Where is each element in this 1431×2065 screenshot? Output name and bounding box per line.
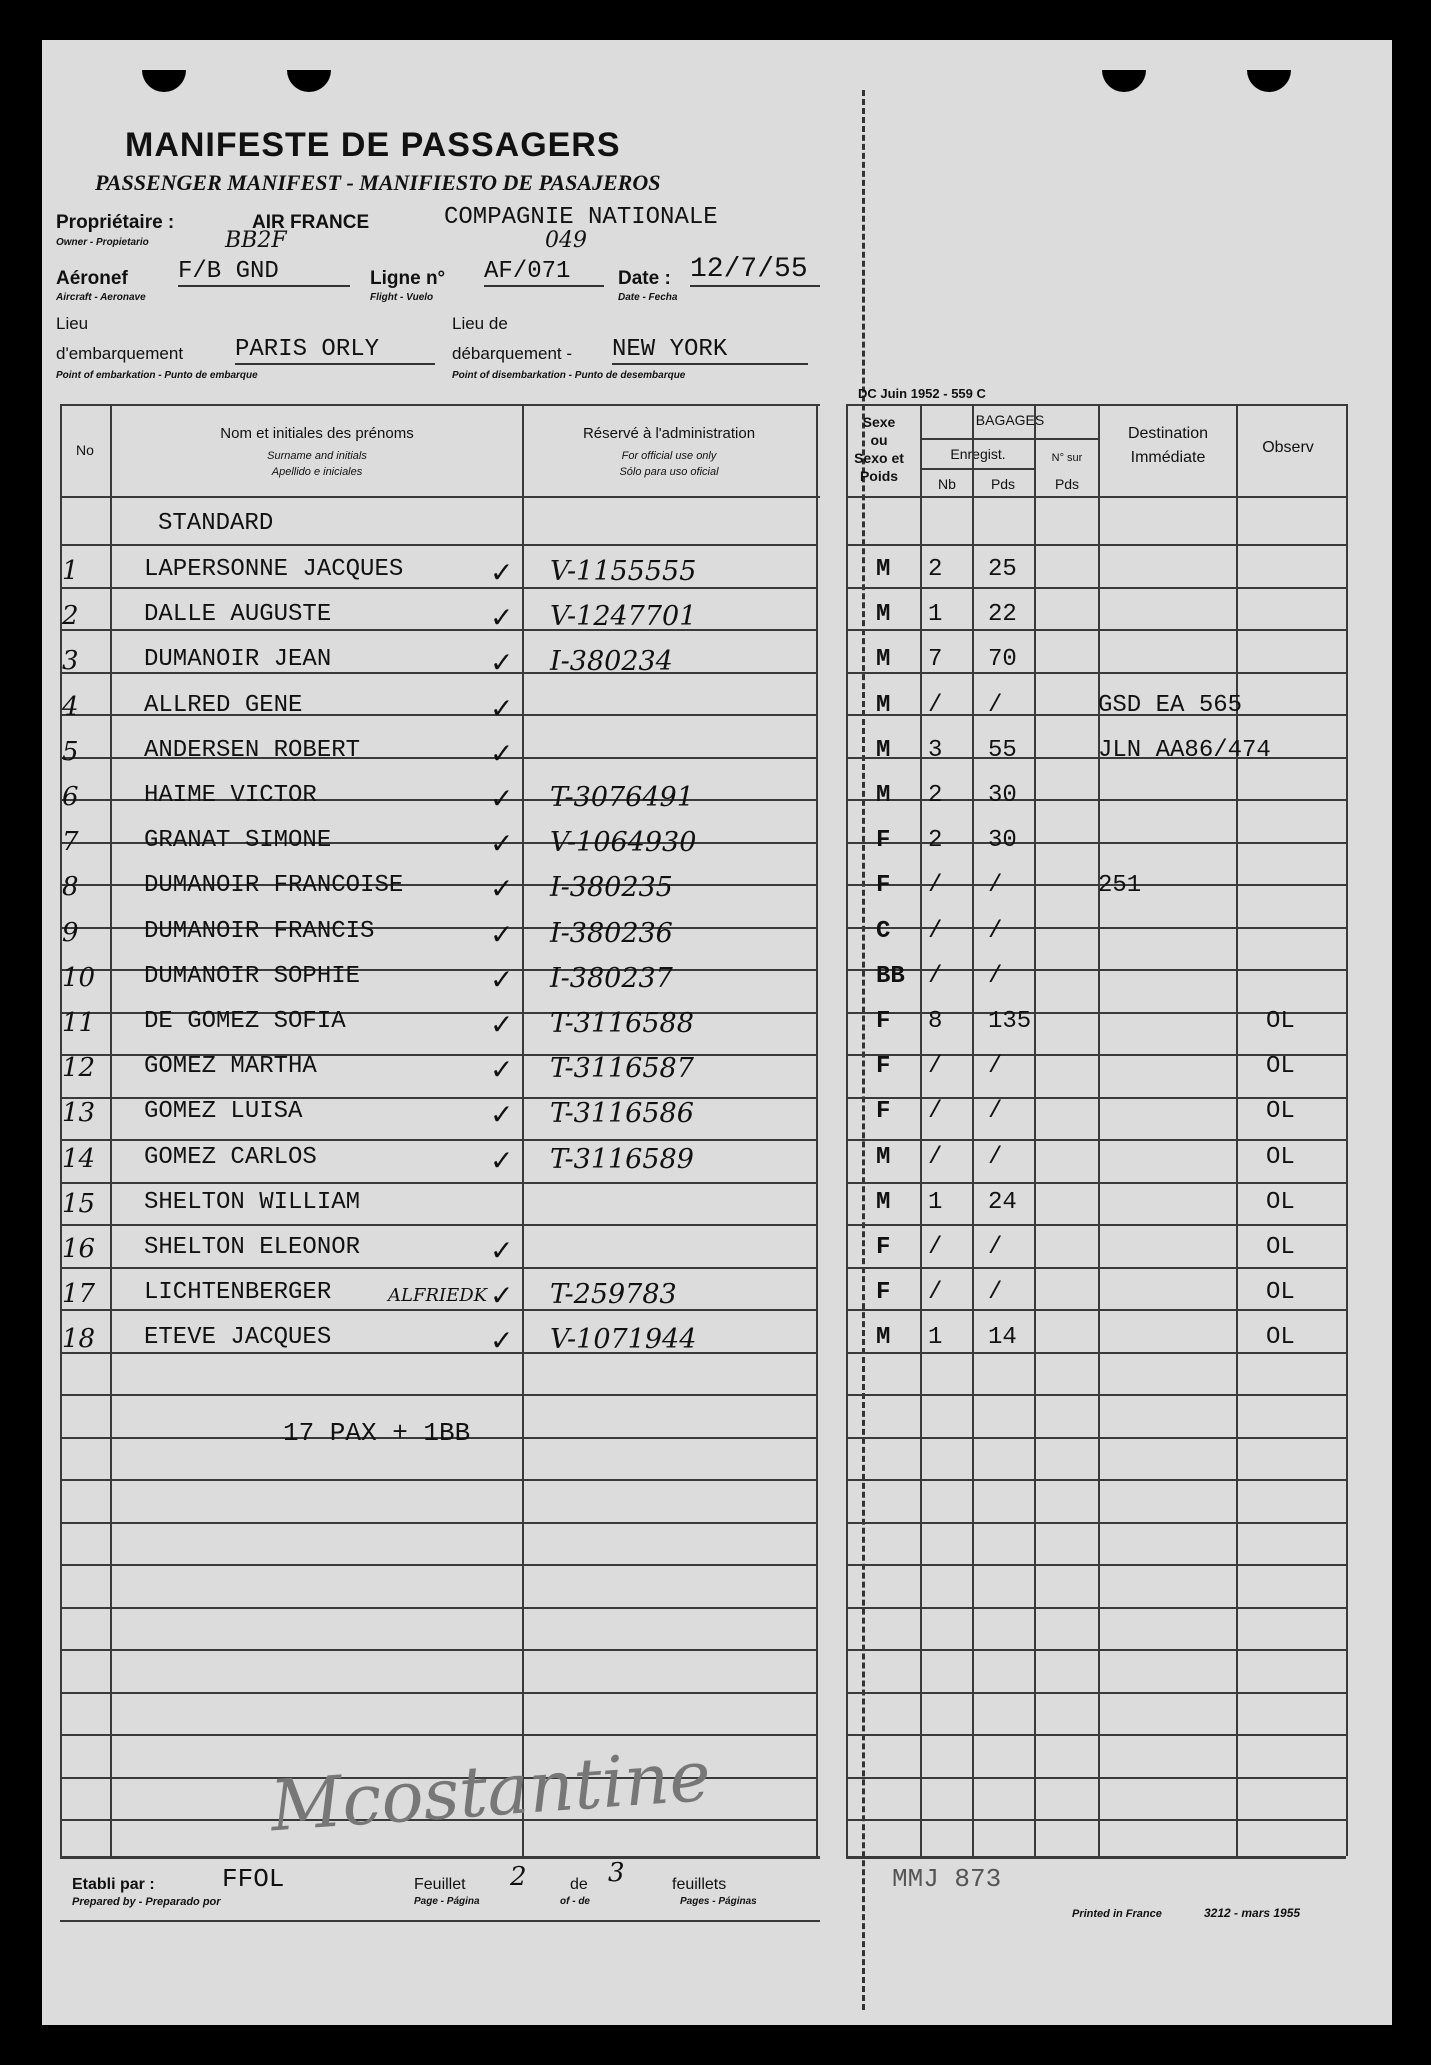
table-row (58, 737, 1348, 781)
col-pds: Pds (990, 476, 1016, 492)
baggage-weight: / (988, 1279, 1003, 1307)
checkmark-icon: ✓ (490, 691, 514, 725)
row-number: 15 (62, 1188, 96, 1219)
baggage-weight: / (988, 1098, 1003, 1126)
passport-number: I-380234 (550, 646, 673, 678)
baggage-count: / (928, 872, 943, 900)
passenger-name: LAPERSONNE JACQUES (144, 556, 404, 583)
table-row (58, 692, 1348, 736)
punch-hole (142, 70, 186, 92)
flight-sub: Flight - Vuelo (370, 292, 434, 303)
baggage-weight: / (988, 917, 1003, 945)
passenger-sex: F (876, 1279, 891, 1307)
printed-code: 3212 - mars 1955 (1204, 1906, 1301, 1920)
table-border (60, 496, 820, 498)
passenger-name: DUMANOIR FRANCIS (144, 917, 375, 945)
passport-number: T-3116589 (550, 1143, 694, 1175)
passenger-sex: F (876, 1053, 891, 1081)
baggage-weight: 30 (988, 827, 1017, 855)
passenger-name: GOMEZ MARTHA (144, 1053, 317, 1081)
baggage-count: / (928, 962, 943, 990)
passport-number: I-380235 (550, 872, 673, 904)
disembark-value: NEW YORK (612, 336, 808, 365)
passenger-name: ANDERSEN ROBERT (144, 736, 361, 764)
aircraft-sub: Aircraft - Aeronave (56, 292, 146, 303)
table-row (58, 963, 1348, 1007)
baggage-count: 2 (928, 556, 943, 583)
baggage-count: 2 (928, 827, 943, 855)
table-row (58, 601, 1348, 645)
owner-label: Propriétaire : (56, 212, 175, 233)
row-number: 16 (62, 1234, 96, 1264)
prepared-value: FFOL (222, 1864, 285, 1894)
passenger-sex: M (876, 601, 891, 629)
passenger-name: HAIME VICTOR (144, 782, 317, 809)
passenger-sex: M (876, 1324, 891, 1352)
passenger-name: DUMANOIR JEAN (144, 646, 332, 674)
checkmark-icon: ✓ (490, 782, 514, 815)
passport-number: V-1071944 (550, 1324, 697, 1356)
table-row (58, 1098, 1348, 1142)
row-number: 8 (62, 872, 79, 903)
baggage-weight: 30 (988, 782, 1017, 809)
passenger-name: ALLRED GENE (144, 691, 303, 719)
table-border (922, 468, 1036, 470)
table-border (846, 1856, 1346, 1859)
passenger-name: DALLE AUGUSTE (144, 601, 332, 629)
passenger-sex: M (876, 1188, 891, 1216)
punch-hole (1102, 70, 1146, 92)
checkmark-icon: ✓ (490, 556, 514, 589)
row-number: 13 (62, 1098, 96, 1129)
row-rule (846, 1692, 1346, 1694)
passenger-sex: M (876, 782, 891, 809)
table-row (58, 1324, 1348, 1368)
passport-number: V-1155555 (550, 556, 697, 587)
baggage-count: 3 (928, 736, 943, 764)
passenger-sex: F (876, 872, 891, 900)
row-number: 18 (62, 1324, 96, 1355)
checkmark-icon: ✓ (490, 1053, 514, 1087)
checkmark-icon: ✓ (490, 1143, 514, 1177)
col-sex-2: ou (870, 432, 888, 448)
row-rule (846, 1437, 1346, 1439)
row-rule (60, 1607, 816, 1609)
disembark-label-1: Lieu de (452, 314, 508, 333)
embark-value: PARIS ORLY (235, 336, 435, 365)
passenger-name: ETEVE JACQUES (144, 1324, 332, 1352)
observation: OL (1266, 1098, 1295, 1126)
checkmark-icon: ✓ (490, 1324, 514, 1358)
passport-number: T-3116586 (550, 1098, 694, 1130)
checkmark-icon: ✓ (490, 1279, 514, 1313)
observation: OL (1266, 1008, 1295, 1035)
row-rule (60, 1692, 816, 1694)
row-rule (846, 1819, 1346, 1821)
observation: OL (1266, 1143, 1295, 1171)
embark-sub: Point of embarkation - Punto de embarque (56, 370, 258, 381)
flight-label: Ligne n° (370, 268, 446, 289)
col-baggage: BAGAGES (975, 412, 1045, 428)
embark-label-1: Lieu (56, 314, 89, 333)
col-tag-no: N° sur (1051, 452, 1083, 464)
checkmark-icon: ✓ (490, 917, 514, 951)
disembark-label-2: débarquement - (452, 344, 573, 363)
passenger-name: SHELTON ELEONOR (144, 1234, 361, 1261)
baggage-count: 1 (928, 1324, 943, 1352)
section-label: STANDARD (158, 510, 274, 537)
table-row (58, 646, 1348, 690)
row-number: 14 (62, 1143, 96, 1174)
col-admin: Réservé à l'administration (582, 425, 756, 442)
col-admin-en: For official use only (621, 450, 717, 462)
col-name-en: Surname and initials (267, 450, 367, 462)
flight-handwritten: 049 (545, 228, 587, 253)
destination: 251 (1098, 872, 1142, 900)
table-row (58, 782, 1348, 826)
row-rule (846, 544, 1346, 546)
baggage-weight: 22 (988, 601, 1017, 629)
form-subtitle: PASSENGER MANIFEST - MANIFIESTO DE PASAJEROS (95, 170, 661, 195)
passenger-name: DUMANOIR FRANCOISE (144, 872, 404, 900)
baggage-count: / (928, 1279, 943, 1307)
passport-number: V-1247701 (550, 601, 697, 633)
col-registered: Enregist. (950, 446, 1006, 462)
table-row (58, 872, 1348, 916)
baggage-count: / (928, 1143, 943, 1171)
baggage-weight: / (988, 1234, 1003, 1261)
baggage-weight: 25 (988, 556, 1017, 583)
row-rule (60, 1479, 816, 1481)
col-name-es: Apellido e iniciales (271, 466, 363, 478)
baggage-count: 2 (928, 782, 943, 809)
baggage-count: 7 (928, 646, 943, 674)
printed-label: Printed in France (1072, 1908, 1162, 1920)
col-name: Nom et initiales des prénoms (220, 425, 414, 442)
col-tag-pds: Pds (1054, 476, 1080, 492)
disembark-sub: Point of disembarkation - Punto de desembarque (452, 370, 686, 381)
sheet-label: Feuillet (414, 1876, 466, 1893)
row-rule (846, 1734, 1346, 1736)
passport-number: I-380236 (550, 917, 673, 949)
passport-number: T-259783 (550, 1279, 677, 1311)
passport-number: T-3116587 (550, 1053, 694, 1085)
row-number: 12 (62, 1053, 96, 1084)
checkmark-icon: ✓ (490, 736, 514, 770)
date-label: Date : (618, 268, 671, 289)
checkmark-icon: ✓ (490, 1098, 514, 1132)
sheets-label: feuillets (672, 1876, 727, 1893)
col-no: No (76, 442, 94, 458)
row-rule (846, 1522, 1346, 1524)
row-number: 11 (62, 1008, 96, 1038)
row-rule (60, 1522, 816, 1524)
row-number: 7 (62, 827, 79, 858)
owner-value: AIR FRANCE (252, 212, 370, 233)
baggage-count: / (928, 1098, 943, 1126)
row-rule (846, 1649, 1346, 1651)
row-rule (846, 1394, 1346, 1396)
prepared-sub: Prepared by - Preparado por (72, 1896, 221, 1908)
checkmark-icon: ✓ (490, 872, 514, 906)
table-border (60, 1920, 820, 1922)
table-row (58, 556, 1348, 600)
col-destination-1: Destination (1127, 425, 1209, 442)
row-rule (60, 1394, 816, 1396)
passenger-sex: C (876, 917, 891, 945)
date-value: 12/7/55 (690, 254, 820, 287)
passenger-name: GOMEZ LUISA (144, 1098, 303, 1126)
baggage-weight: / (988, 691, 1003, 719)
row-number: 5 (62, 736, 79, 767)
form-reference: DC Juin 1952 - 559 C (858, 386, 986, 401)
passport-number: I-380237 (550, 962, 673, 994)
table-row (58, 1008, 1348, 1052)
passenger-name: GOMEZ CARLOS (144, 1143, 317, 1171)
sheets-sub: Pages - Páginas (680, 1896, 757, 1907)
table-row (58, 1189, 1348, 1233)
of-value: 3 (608, 1858, 625, 1888)
baggage-weight: / (988, 1053, 1003, 1081)
passenger-name: LICHTENBERGER (144, 1279, 332, 1307)
aircraft-value: F/B GND (178, 258, 350, 287)
row-rule (60, 1649, 816, 1651)
passport-number: V-1064930 (550, 827, 697, 859)
punch-hole (287, 70, 331, 92)
col-nb: Nb (938, 476, 956, 492)
row-rule (60, 544, 816, 546)
row-rule (846, 1479, 1346, 1481)
baggage-weight: 55 (988, 736, 1017, 764)
owner-handwritten: BB2F (225, 228, 287, 253)
passenger-name: DUMANOIR SOPHIE (144, 962, 361, 990)
row-rule (846, 1607, 1346, 1609)
checkmark-icon: ✓ (490, 601, 514, 635)
passenger-sex: M (876, 736, 891, 764)
form-title: MANIFESTE DE PASSAGERS (125, 126, 621, 164)
row-number: 9 (62, 917, 79, 948)
row-number: 4 (62, 691, 79, 722)
signature: Mcostantine (267, 1734, 714, 1848)
passenger-sex: F (876, 1008, 891, 1035)
passenger-total: 17 PAX + 1BB (283, 1418, 471, 1448)
col-admin-es: Sólo para uso oficial (619, 466, 719, 478)
table-border (922, 438, 1100, 440)
row-number: 10 (62, 962, 96, 993)
observation: OL (1266, 1324, 1295, 1352)
passenger-sex: F (876, 827, 891, 855)
stamp-number: MMJ 873 (892, 1864, 1002, 1894)
observation: OL (1266, 1188, 1295, 1216)
flight-value: AF/071 (484, 258, 604, 287)
owner-sub: Owner - Propietario (56, 237, 149, 248)
baggage-weight: 24 (988, 1188, 1017, 1216)
row-number: 1 (62, 556, 79, 586)
baggage-weight: / (988, 962, 1003, 990)
passenger-sex: M (876, 646, 891, 674)
col-sex-3: Sexo et (854, 450, 904, 466)
table-row (58, 827, 1348, 871)
observation: OL (1266, 1279, 1295, 1307)
observation: OL (1266, 1234, 1295, 1261)
destination: GSD EA 565 (1098, 691, 1243, 719)
punch-hole (1247, 70, 1291, 92)
passenger-sex: M (876, 1143, 891, 1171)
embark-label-2: d'embarquement (56, 344, 184, 363)
checkmark-icon: ✓ (490, 962, 514, 996)
table-row (58, 1234, 1348, 1278)
passenger-name-handwritten: ALFRIEDK (388, 1285, 488, 1307)
baggage-count: 1 (928, 1188, 943, 1216)
passport-number: T-3116588 (550, 1008, 694, 1039)
prepared-label: Etabli par : (72, 1876, 155, 1893)
baggage-count: 8 (928, 1008, 943, 1035)
passenger-name: GRANAT SIMONE (144, 827, 332, 855)
col-destination-2: Immédiate (1130, 449, 1206, 466)
destination: JLN AA86/474 (1098, 736, 1271, 764)
baggage-count: / (928, 1234, 943, 1261)
baggage-weight: 14 (988, 1324, 1017, 1352)
owner-typed: COMPAGNIE NATIONALE (444, 204, 718, 231)
row-rule (846, 1564, 1346, 1566)
table-row (58, 1053, 1348, 1097)
row-number: 3 (62, 646, 79, 677)
checkmark-icon: ✓ (490, 827, 514, 861)
baggage-weight: 135 (988, 1008, 1032, 1035)
table-border (60, 1856, 820, 1859)
sheet-sub: Page - Página (414, 1896, 480, 1907)
sheet-value: 2 (510, 1862, 527, 1892)
row-rule (846, 1777, 1346, 1779)
of-label: de (570, 1876, 588, 1893)
passenger-sex: M (876, 556, 891, 583)
passenger-sex: BB (876, 962, 905, 990)
checkmark-icon: ✓ (490, 646, 514, 680)
passport-number: T-3076491 (550, 782, 694, 813)
aircraft-label: Aéronef (56, 268, 128, 289)
passenger-sex: F (876, 1234, 891, 1261)
col-sex-1: Sexe (862, 414, 896, 430)
table-row (58, 918, 1348, 962)
baggage-weight: / (988, 1143, 1003, 1171)
of-sub: of - de (560, 1896, 590, 1907)
col-observations: Observ (1262, 439, 1314, 456)
baggage-weight: / (988, 872, 1003, 900)
baggage-count: / (928, 917, 943, 945)
baggage-count: / (928, 691, 943, 719)
observation: OL (1266, 1053, 1295, 1081)
row-number: 2 (62, 601, 79, 632)
passenger-sex: M (876, 691, 891, 719)
table-row (58, 1279, 1348, 1323)
checkmark-icon: ✓ (490, 1008, 514, 1041)
date-sub: Date - Fecha (618, 292, 678, 303)
table-border (60, 404, 820, 406)
passenger-name: SHELTON WILLIAM (144, 1188, 361, 1216)
table-row (58, 1144, 1348, 1188)
checkmark-icon: ✓ (490, 1234, 514, 1267)
baggage-weight: 70 (988, 646, 1017, 674)
baggage-count: 1 (928, 601, 943, 629)
col-sex-4: Poids (859, 468, 899, 484)
baggage-count: / (928, 1053, 943, 1081)
passenger-name: DE GOMEZ SOFIA (144, 1008, 346, 1035)
row-number: 17 (62, 1279, 96, 1310)
row-rule (60, 1564, 816, 1566)
row-number: 6 (62, 782, 79, 812)
passenger-sex: F (876, 1098, 891, 1126)
